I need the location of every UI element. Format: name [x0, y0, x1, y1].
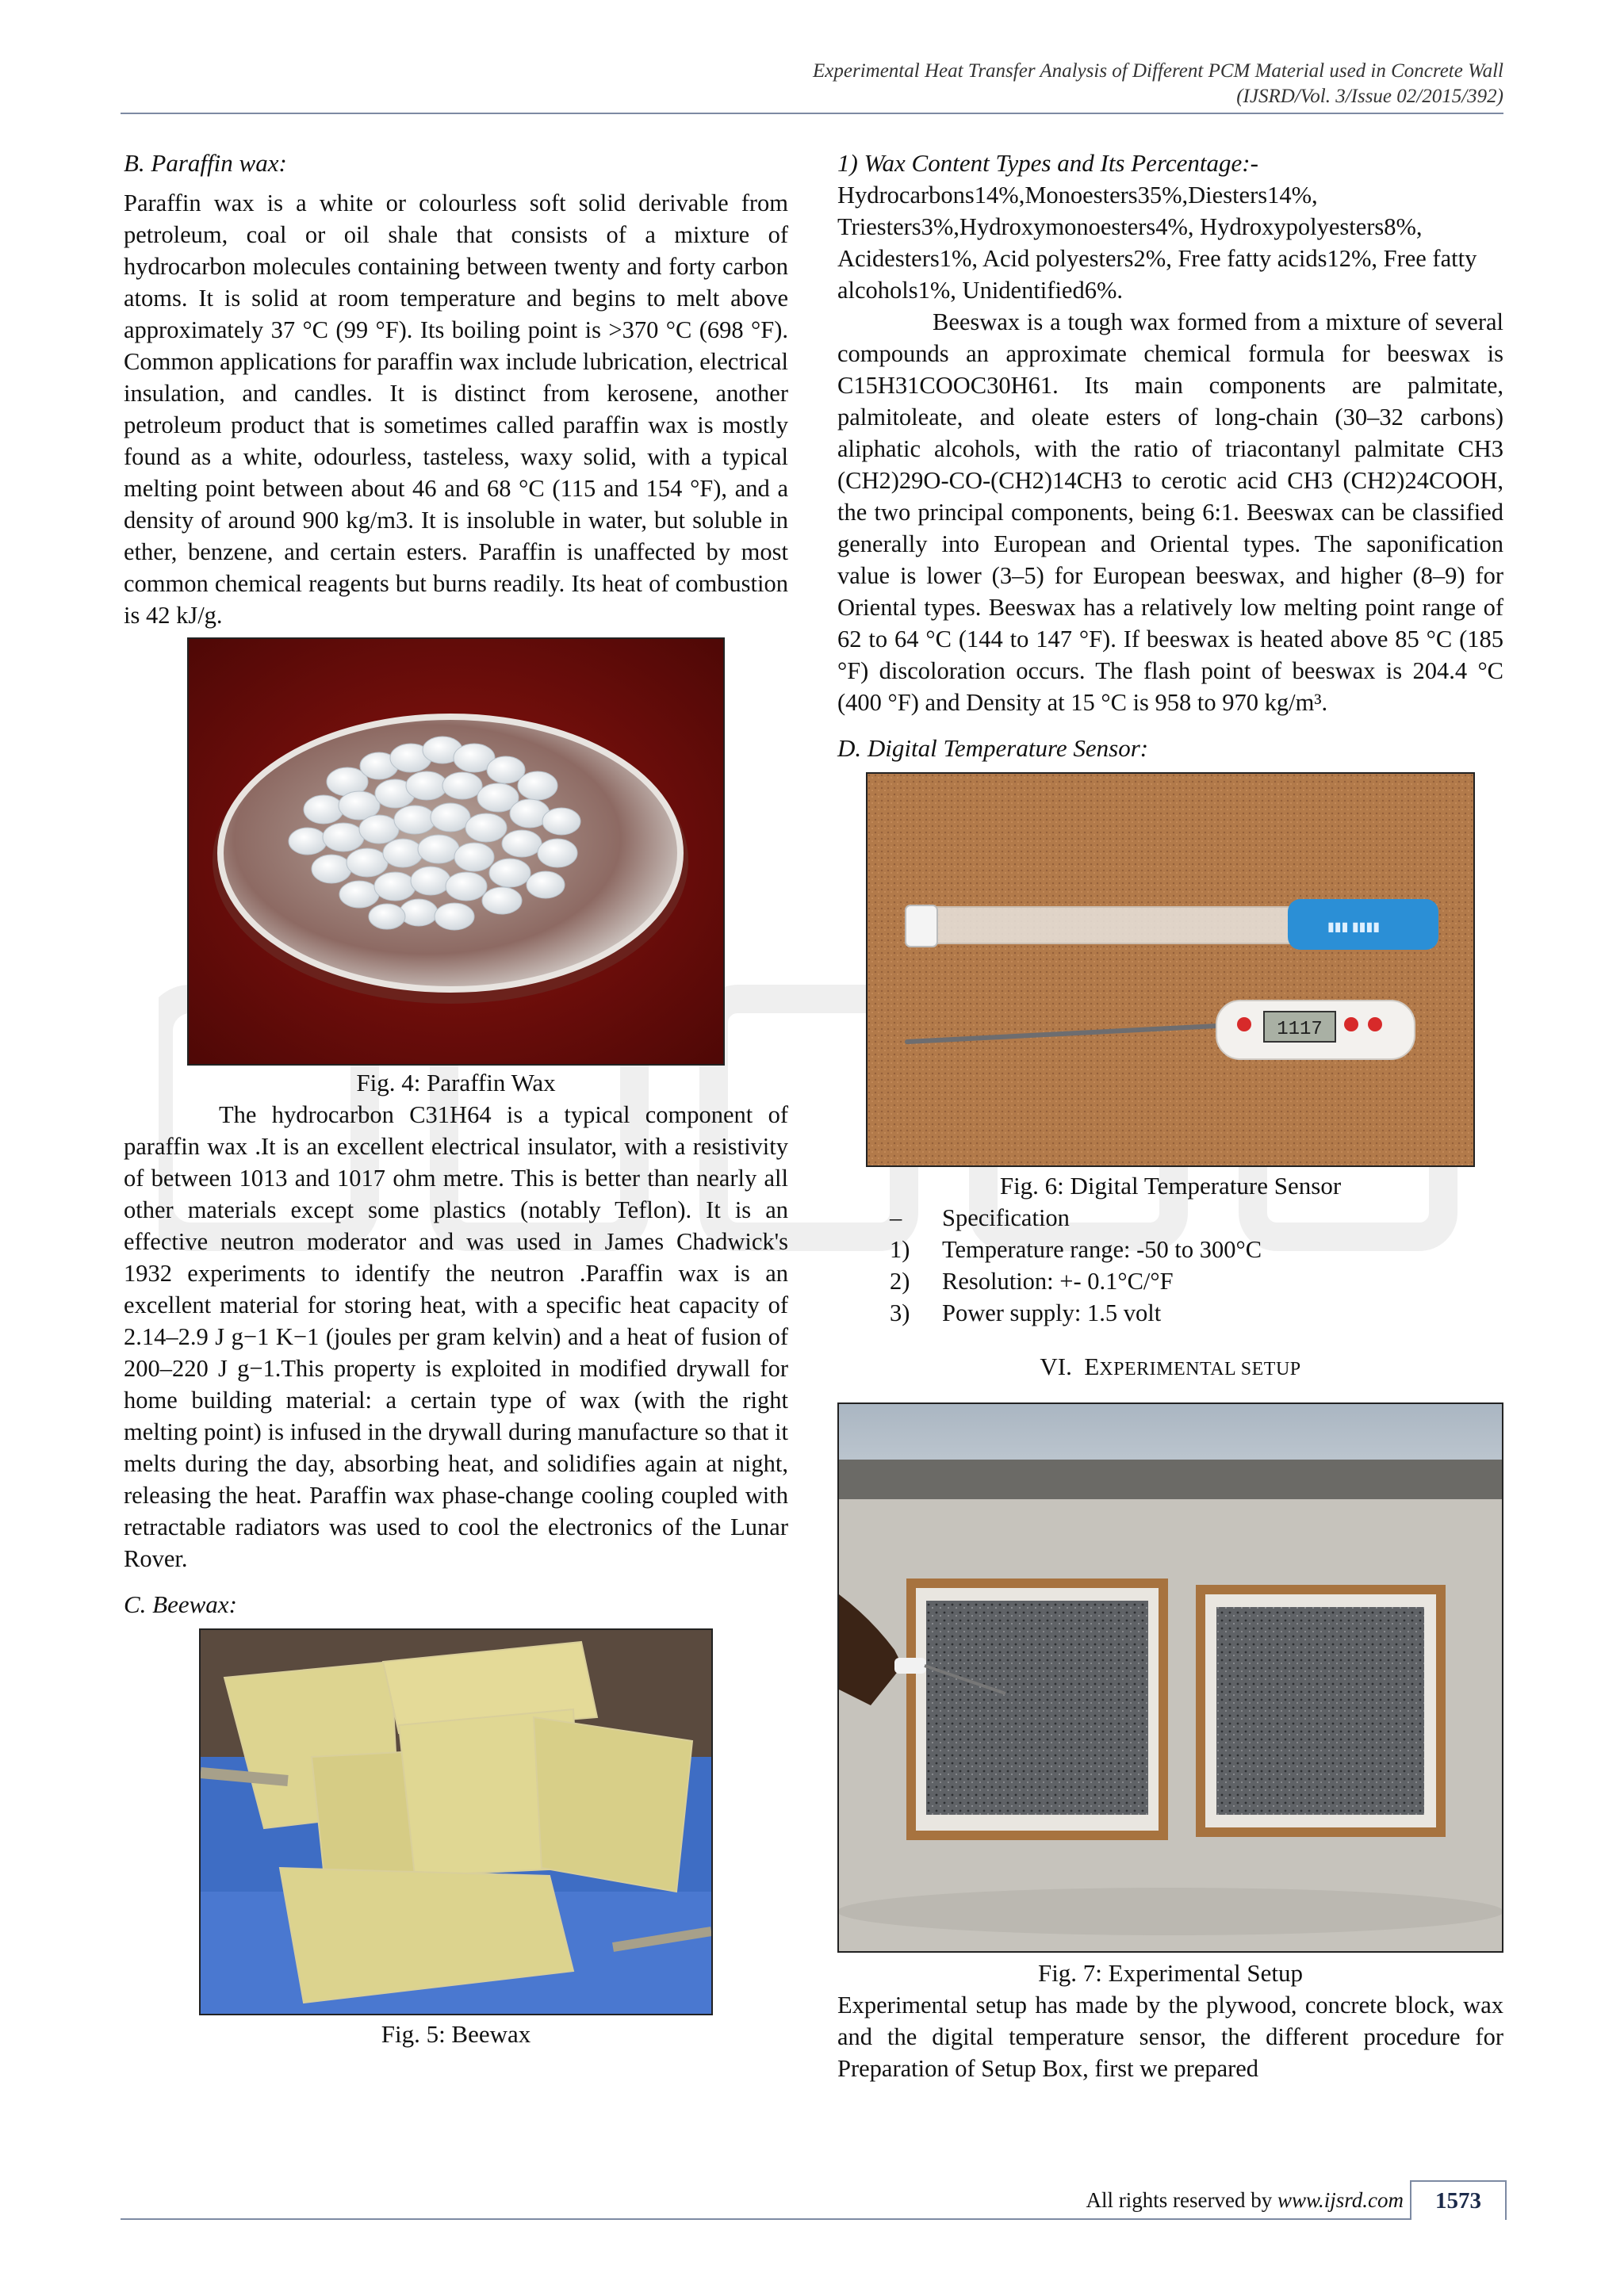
page-number: 1573 — [1410, 2180, 1507, 2220]
figure-4 — [124, 637, 788, 1099]
fig6-caption: Fig. 6: Digital Temperature Sensor — [999, 1172, 1342, 1200]
spec-number: 3) — [890, 1299, 910, 1326]
spec-number: 2) — [890, 1268, 910, 1295]
beeswax-paragraph: Beeswax is a tough wax formed from a mixture of several compounds an approximate chemical formula for beeswax is C15H31COOC30H61. Its main components are palmitate, palmitoleate, and oleate esters of long-chain (30–32 carbons) aliphatic alcohols, with the ratio of triacontanyl palmitate CH3 (CH2)29O-CO-(CH2)14CH3 to cerotic acid CH3 (CH2)24COOH, the two principal components, being 6:1. Beeswax can be classified generally into European and Oriental types. The saponification value is lower (3–5) for European beeswax, and higher (8–9) for Oriental types. Beeswax has a relatively low melting point range of 62 to 64 °C (144 to 147 °F). If beeswax is heated above 85 °C (185 °F) discoloration occurs. The flash point of beeswax is 204.4 °C (400 °F) and Density at 15 °C is 958 to 970 kg/m³. — [837, 308, 1503, 716]
left-column — [124, 147, 788, 2050]
temperature-sensor-photo — [866, 772, 1475, 1167]
figure-5 — [124, 1628, 788, 2050]
beewax-heading: C. Beewax: — [124, 1590, 237, 1618]
paraffin-wax-photo — [187, 637, 725, 1066]
footer-divider — [121, 2218, 1503, 2220]
sensor-display-reading: 1117 — [1277, 1019, 1323, 1040]
wax-types-heading: 1) Wax Content Types and Its Percentage:- — [837, 149, 1258, 177]
page-header — [0, 0, 1624, 119]
section-title-rest: XPERIMENTAL SETUP — [1099, 1359, 1301, 1380]
page-footer — [0, 2172, 1624, 2260]
spec-text: Power supply: 1.5 volt — [942, 1299, 1162, 1326]
running-title: Experimental Heat Transfer Analysis of Different PCM Material used in Concrete Wall — [813, 60, 1503, 82]
hydrocarbon-paragraph: The hydrocarbon C31H64 is a typical component of paraffin wax .It is an excellent electrical insulator, with a resistivity of between 1013 and 1017 ohm metre. This is better than nearly all other materials except some plastics (notably Teflon). It is an effective neutron moderator and was used in James Chadwick's 1932 experiments to identify the neutron .Paraffin wax is an excellent material for storing heat, with a specific heat capacity of 2.14–2.9 J g−1 K−1 (joules per gram kelvin) and a heat of fusion of 200–220 J g−1.This property is exploited in modified drywall for home building material: a certain type of wax (with the right melting point) is infused in the drywall during manufacture so that it melts during the day, absorbing heat, and solidifies again at night, releasing the heat. Paraffin wax phase-change cooling coupled with retractable radiators was used to cool the electronics of the Lunar Rover. — [124, 1101, 788, 1572]
sensor-heading: D. Digital Temperature Sensor: — [837, 734, 1149, 762]
fig7-caption: Fig. 7: Experimental Setup — [1037, 1959, 1304, 1987]
journal-reference: (IJSRD/Vol. 3/Issue 02/2015/392) — [1236, 86, 1503, 107]
right-column — [837, 147, 1503, 2084]
spec-header — [837, 1202, 1503, 1234]
fig5-caption: Fig. 5: Beewax — [381, 2020, 531, 2048]
copyright-line — [1086, 2188, 1404, 2213]
journal-website-link[interactable]: www.ijsrd.com — [1277, 2188, 1404, 2212]
setup-paragraph: Experimental setup has made by the plywood, concrete block, wax and the digital temperature sensor, the different procedure for Preparation of Setup Box, first we prepared — [837, 1992, 1503, 2082]
section-number: VI. — [1040, 1353, 1072, 1380]
experimental-setup-photo — [837, 1402, 1503, 1953]
wax-types-paragraph: Hydrocarbons14%,Monoesters35%,Diesters14%, Triesters3%,Hydroxymonoesters4%, Hydroxypolyesters8%, Acidesters1%, Acid polyesters2%, Free fatty acids12%, Free fatty alcohols1%, Unidentified6%. — [837, 182, 1477, 304]
spec-number: 1) — [890, 1236, 910, 1263]
section-title-initial: E — [1084, 1353, 1100, 1380]
figure-7 — [837, 1402, 1503, 1989]
paraffin-heading: B. Paraffin wax: — [124, 149, 287, 177]
spec-text: Temperature range: -50 to 300°C — [942, 1236, 1262, 1263]
fig4-caption: Fig. 4: Paraffin Wax — [356, 1069, 556, 1096]
spec-item — [837, 1297, 1503, 1329]
spec-item — [837, 1234, 1503, 1265]
svg-text:▮▮▮ ▮▮▮▮: ▮▮▮ ▮▮▮▮ — [1327, 920, 1381, 934]
spec-item — [837, 1265, 1503, 1297]
spec-text: Resolution: +- 0.1°C/°F — [942, 1268, 1174, 1295]
section-vi-heading — [837, 1351, 1503, 1385]
figure-6 — [837, 772, 1503, 1202]
rights-text: All rights reserved by — [1086, 2188, 1277, 2212]
spec-label: Specification — [942, 1204, 1070, 1231]
specification-list — [837, 1202, 1503, 1329]
spec-dash: – — [890, 1204, 902, 1231]
header-divider — [121, 113, 1503, 114]
paraffin-paragraph: Paraffin wax is a white or colourless soft solid derivable from petroleum, coal or oil shale that consists of a mixture of hydrocarbon molecules containing between twenty and forty carbon atoms. It is solid at room temperature and begins to melt above approximately 37 °C (99 °F). Its boiling point is >370 °C (698 °F). Common applications for paraffin wax include lubrication, electrical insulation, and candles. It is distinct from kerosene, another petroleum product that is sometimes called paraffin wax is mostly found as a white, odourless, tasteless, waxy solid, with a typical melting point between about 46 and 68 °C (115 and 154 °F), and a density of around 900 kg/m3. It is insoluble in water, but soluble in ether, benzene, and certain esters. Paraffin is unaffected by most common chemical reagents but burns readily. Its heat of combustion is 42 kJ/g. — [124, 189, 788, 629]
beewax-photo — [199, 1628, 713, 2015]
